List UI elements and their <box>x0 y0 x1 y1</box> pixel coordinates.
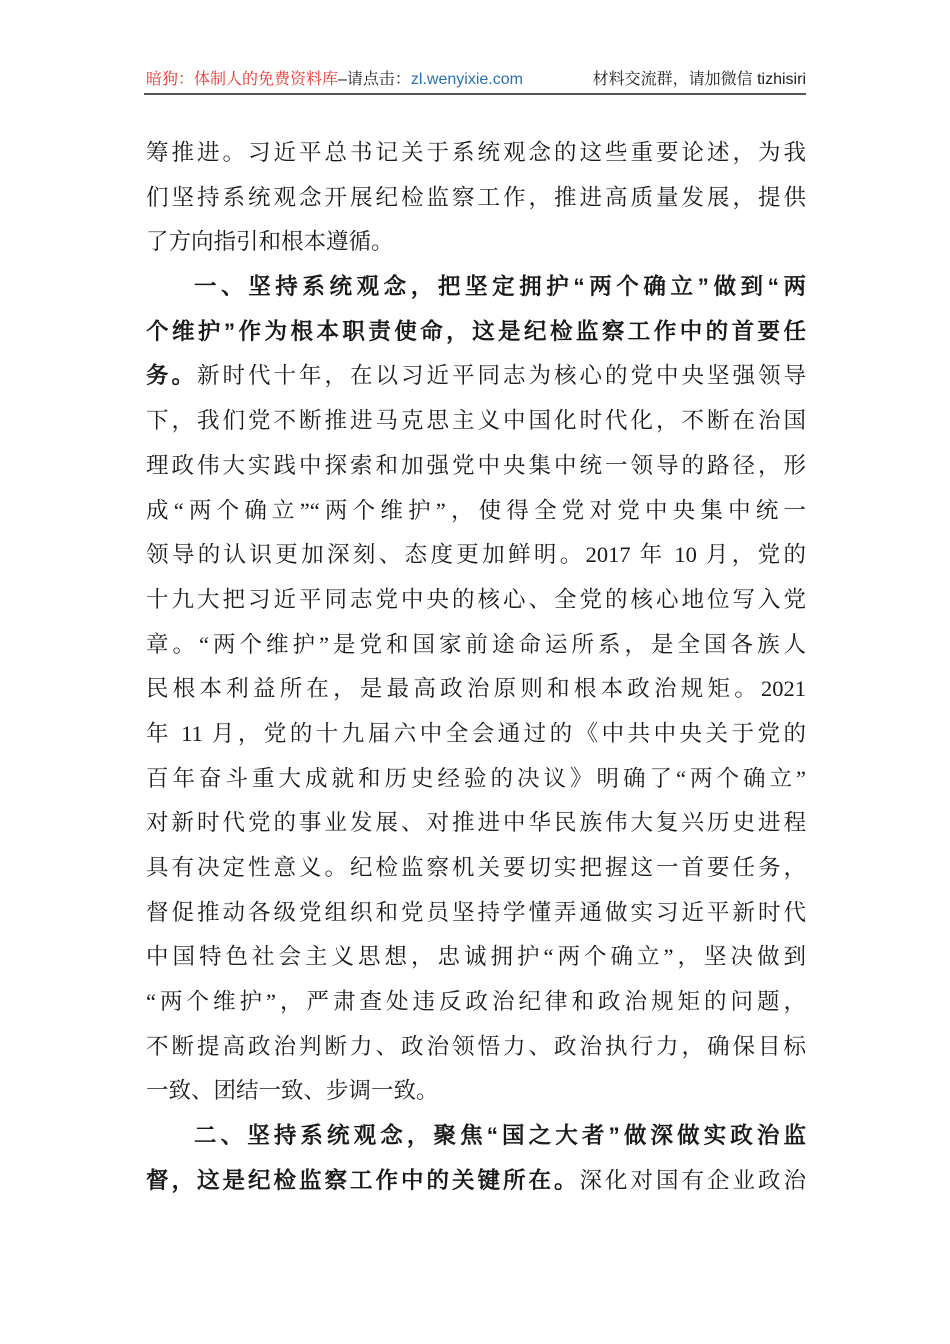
body-text: 年 11 月，党的十九届六中全会通过的《中共中央关于党的 <box>146 720 806 746</box>
header-brand: 暗狗：体制人的免费资料库 <box>146 71 339 88</box>
bold-heading-text: 一、坚持系统观念，把坚定拥护“两个确立”做到“两 <box>194 274 806 300</box>
document-body <box>146 131 806 1204</box>
text-line <box>146 1159 806 1204</box>
body-text: 十九大把习近平同志党中央的核心、全党的核心地位写入党 <box>146 586 806 612</box>
body-text: 督促推动各级党组织和党员坚持学懂弄通做实习近平新时代 <box>146 899 806 925</box>
body-text: 了方向指引和根本遵循。 <box>146 229 394 255</box>
text-line <box>146 131 806 176</box>
text-line <box>146 623 806 668</box>
header-divider <box>144 93 806 95</box>
text-line <box>146 801 806 846</box>
body-text: 一致、团结一致、步调一致。 <box>146 1078 439 1104</box>
body-text: 章。“两个维护”是党和国家前途命运所系，是全国各族人 <box>146 631 806 657</box>
body-text: 下，我们党不断推进马克思主义中国化时代化，不断在治国 <box>146 408 806 434</box>
body-text: 新时代十年，在以习近平同志为核心的党中央坚强领导 <box>197 363 806 389</box>
text-line <box>146 1025 806 1070</box>
text-line <box>146 667 806 712</box>
bold-heading-text: 个维护”作为根本职责使命，这是纪检监察工作中的首要任 <box>146 318 806 344</box>
text-line <box>146 712 806 757</box>
body-text: 对新时代党的事业发展、对推进中华民族伟大复兴历史进程 <box>146 810 806 836</box>
text-line <box>146 265 806 310</box>
text-line <box>146 980 806 1025</box>
text-line <box>146 533 806 578</box>
text-line <box>146 310 806 355</box>
body-text: 百年奋斗重大成就和历史经验的决议》明确了“两个确立” <box>146 765 806 791</box>
header-link[interactable]: zl.wenyixie.com <box>410 71 523 88</box>
body-text: 不断提高政治判断力、政治领悟力、政治执行力，确保目标 <box>146 1033 806 1059</box>
body-text: 领导的认识更加深刻、态度更加鲜明。2017 年 10 月，党的 <box>146 542 806 568</box>
text-line <box>146 444 806 489</box>
text-line <box>146 578 806 623</box>
body-text: 筹推进。习近平总书记关于系统观念的这些重要论述，为我 <box>146 140 806 165</box>
body-text: 理政伟大实践中探索和加强党中央集中统一领导的路径，形 <box>146 452 806 478</box>
body-text: 民根本利益所在，是最高政治原则和根本政治规矩。2021 <box>146 676 806 702</box>
bold-heading-text: 务。 <box>146 363 197 389</box>
body-text: 中国特色社会主义思想，忠诚拥护“两个确立”，坚决做到 <box>146 944 806 970</box>
text-line <box>146 220 806 265</box>
body-text: 们坚持系统观念开展纪检监察工作，推进高质量发展，提供 <box>146 184 806 210</box>
header-prompt: –请点击： <box>338 71 411 88</box>
text-line <box>146 1114 806 1159</box>
body-text: 具有决定性意义。纪检监察机关要切实把握这一首要任务， <box>146 855 806 880</box>
body-text: 深化对国有企业政治 <box>579 1167 806 1193</box>
text-line <box>146 489 806 534</box>
bold-heading-text: 督，这是纪检监察工作中的关键所在。 <box>146 1167 580 1193</box>
body-text: “两个维护”，严肃查处违反政治纪律和政治规矩的问题， <box>146 989 806 1015</box>
text-line <box>146 935 806 980</box>
bold-heading-text: 二、坚持系统观念，聚焦“国之大者”做深做实政治监 <box>194 1123 806 1149</box>
text-line <box>146 1069 806 1114</box>
header-wechat: 材料交流群，请加微信 tizhisiri <box>592 71 806 88</box>
text-line <box>146 176 806 221</box>
text-line <box>146 354 806 399</box>
text-line <box>146 399 806 444</box>
header-left <box>146 68 523 92</box>
text-line <box>146 846 806 891</box>
text-line <box>146 757 806 802</box>
text-line <box>146 891 806 936</box>
body-text: 成“两个确立”“两个维护”，使得全党对党中央集中统一 <box>146 497 806 523</box>
page-header <box>146 68 806 92</box>
